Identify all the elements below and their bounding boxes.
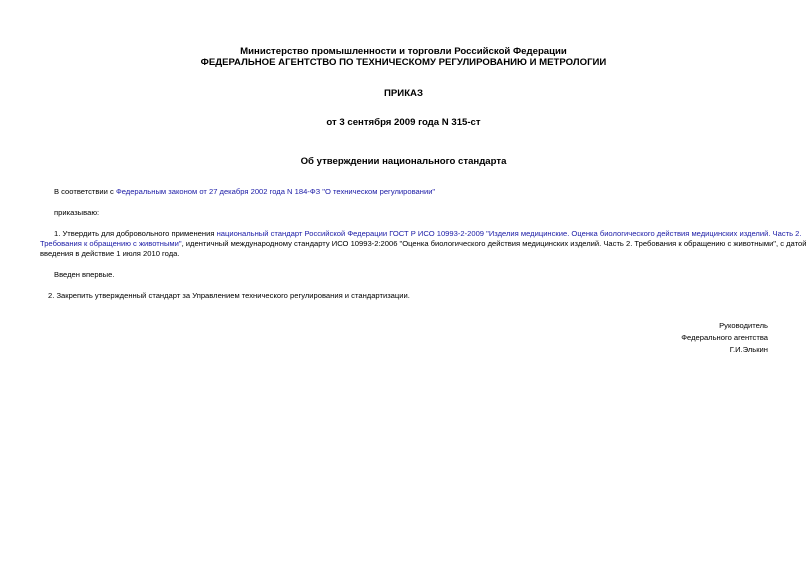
item1-line2: [40, 239, 806, 249]
standard-link[interactable]: национальный стандарт Российской Федерации ГОСТ Р ИСО 10993-2-2009 "Изделия медицинские. Оценка биологического действия медицинских изделий. Часть 2.: [216, 229, 802, 238]
paragraph-basis: [54, 187, 435, 197]
ministry-title: Министерство промышленности и торговли Российской Федерации: [240, 46, 567, 57]
item1-line1: [54, 229, 802, 239]
item1-prefix: 1. Утвердить для добровольного применения: [54, 229, 217, 238]
document-date-number: от 3 сентября 2009 года N 315-ст: [326, 117, 481, 128]
first-introduced-note: Введен впервые.: [54, 270, 115, 279]
signature-title: Руководитель: [719, 321, 768, 330]
document-subject: Об утверждении национального стандарта: [300, 156, 507, 167]
order-word: приказываю:: [54, 208, 100, 217]
document-type: ПРИКАЗ: [384, 88, 423, 99]
signature-org: Федерального агентства: [681, 333, 768, 342]
signature-name: Г.И.Элькин: [729, 345, 768, 354]
federal-law-link[interactable]: Федеральным законом от 27 декабря 2002 года N 184-ФЗ "О техническом регулировании": [115, 187, 436, 196]
item2-paragraph: 2. Закрепить утвержденный стандарт за Управлением технического регулирования и стандартизации.: [48, 291, 410, 300]
standard-link-continued[interactable]: Требования к обращению с животными": [40, 239, 182, 248]
item1-effective-date: введения в действие 1 июля 2010 года.: [40, 249, 180, 258]
basis-prefix: В соответствии с: [54, 187, 116, 196]
agency-title: ФЕДЕРАЛЬНОЕ АГЕНТСТВО ПО ТЕХНИЧЕСКОМУ РЕГУЛИРОВАНИЮ И МЕТРОЛОГИИ: [200, 57, 607, 68]
item1-identity-text: , идентичный международному стандарту ИСО 10993-2:2006 "Оценка биологического действия медицинских изделий. Часть 2. Требования к обращению с животными", с датой: [181, 239, 807, 248]
